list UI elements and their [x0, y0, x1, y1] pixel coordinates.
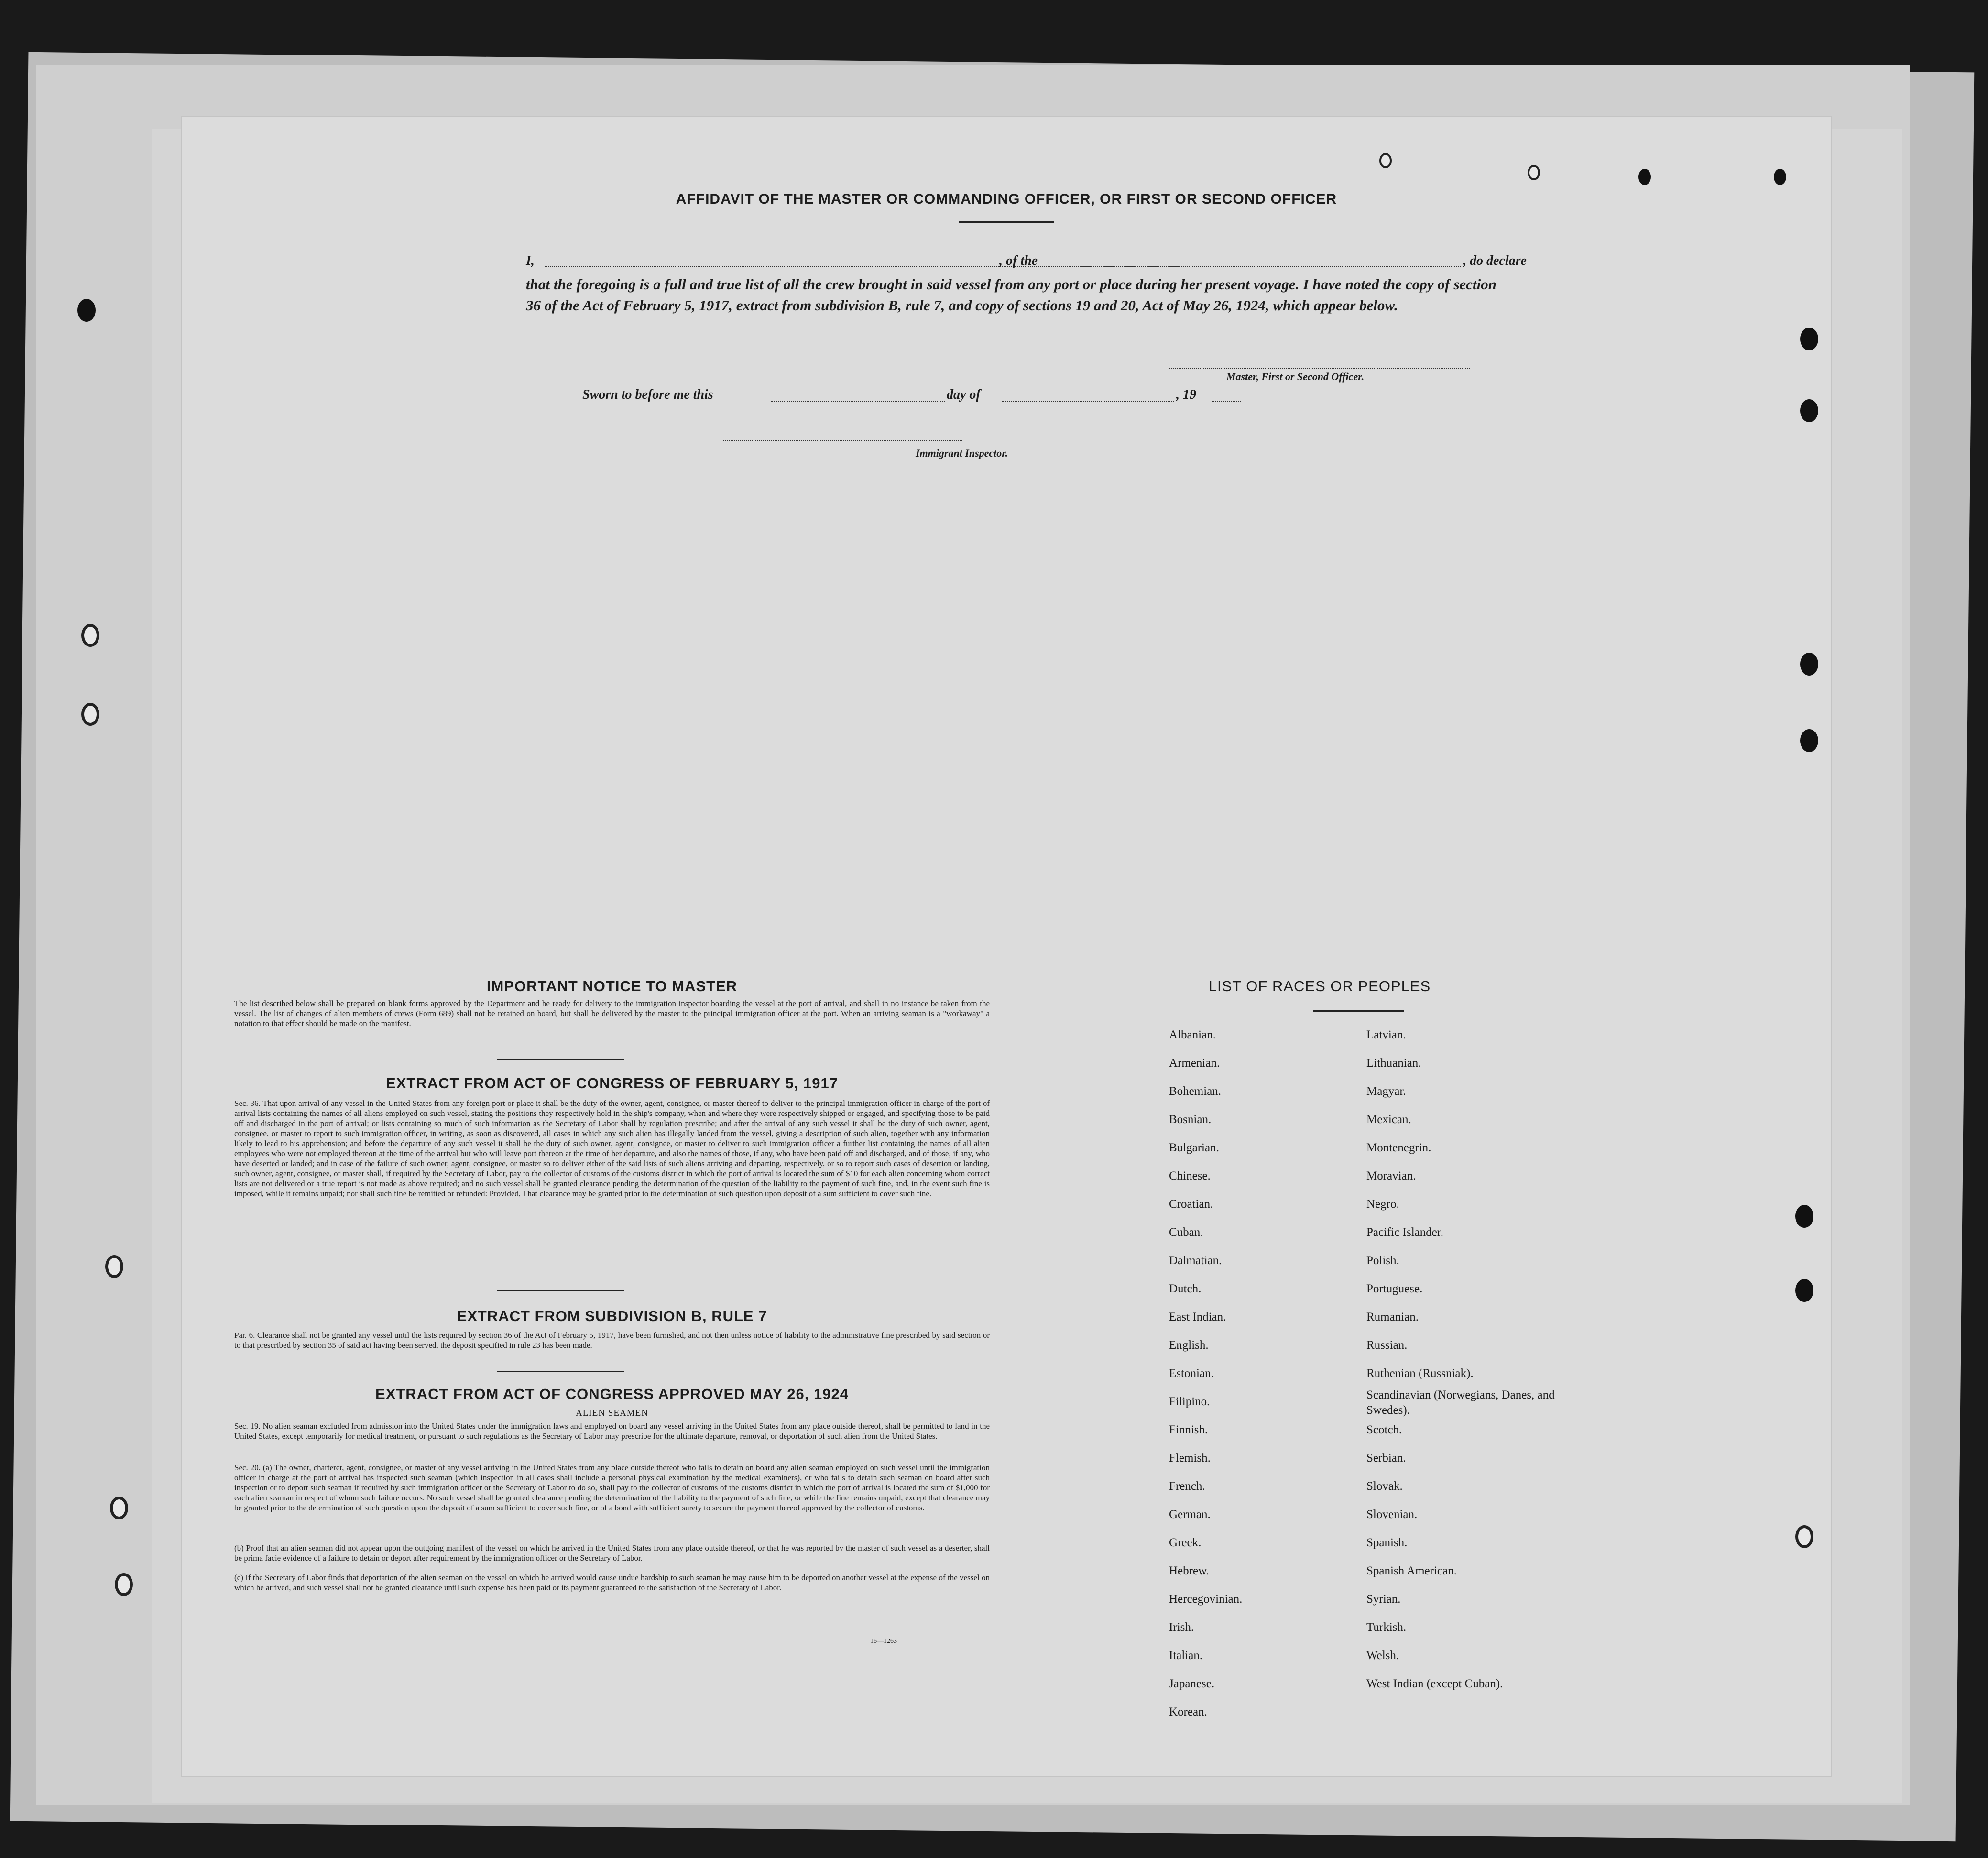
- race-item: Turkish.: [1366, 1621, 1407, 1634]
- race-item: Syrian.: [1366, 1593, 1401, 1606]
- race-item: Slovenian.: [1366, 1508, 1418, 1521]
- extract-rule7-title: EXTRACT FROM SUBDIVISION B, RULE 7: [457, 1308, 767, 1324]
- race-item: Hebrew.: [1169, 1564, 1209, 1577]
- section-divider: [497, 1371, 624, 1372]
- section-divider: [497, 1059, 624, 1060]
- declare-suffix: , do declare: [1463, 253, 1527, 268]
- extract-1924-subtitle: ALIEN SEAMEN: [576, 1408, 648, 1418]
- extract-rule7-text: Par. 6. Clearance shall not be granted any vessel until the lists required by section 36 of the Act of February 5, 1917, have been furnished, and not then unless notice of liability to the administrative fine prescribed by said section or to that prescribed by section 35 of said act having been served, the deposit specified in rule 23 has been made.: [234, 1331, 990, 1350]
- extract-1917-text: Sec. 36. That upon arrival of any vessel in the United States from any foreign port or place it shall be the duty of the owner, agent, consignee, or master thereof to deliver to the principal immigration officer in charge of the port of arrival lists containing the names of all aliens employed on such vessel, stating the positions they respectively hold in the ship's company, when and where they were respectively shipped or engaged, and specifying those to be paid off and discharged in the port of arrival; or lists containing so much of such information as the Secretary of Labor shall by regulation prescribe; and after the arrival of any such vessel it shall be the duty of such owner, agent, consignee, or master to report to such immigration officer, in writing, as soon as discovered, all cases in which any such alien has illegally landed from the vessel, giving a description of such alien, together with any information likely to lead to his apprehension; and before the departure of any such vessel it shall be the duty of such owner, agent, consignee, or master to deliver to such immigration officer a further list containing the names of all alien employees who were not employed thereon at the time of the arrival but who will leave port thereon at the time of her departure, and also the names of those, if any, who have been paid off and discharged, and of those, if any, who have deserted or landed; and in case of the failure of such owner, agent, consignee, or master so to deliver either of the said lists of such aliens arriving and departing, respectively, or so to report such cases of desertion or landing, such owner, agent, consignee, or master shall, if required by the Secretary of Labor, pay to the collector of customs of the customs district in which the port of arrival is located the sum of $10 for each alien concerning whom correct lists are not delivered or a true report is not made as above required; and no such vessel shall be granted clearance pending the determination of the question of the liability to the payment of such fine, and, in the event such fine is imposed, while it remains unpaid; nor shall such fine be remitted or refunded: Provided, That clearance may be granted prior to the determination of such question upon deposit of a sum sufficient to cover such fine.: [234, 1099, 990, 1198]
- sworn-prefix: Sworn to before me this: [582, 387, 713, 402]
- punch-hole-icon: [1800, 653, 1818, 676]
- race-item: Cuban.: [1169, 1226, 1203, 1239]
- race-item: Italian.: [1169, 1649, 1203, 1662]
- race-item: Albanian.: [1169, 1028, 1216, 1041]
- race-item: Spanish American.: [1366, 1564, 1457, 1577]
- race-item: Flemish.: [1169, 1452, 1211, 1465]
- race-item: Bosnian.: [1169, 1113, 1212, 1126]
- race-item: Japanese.: [1169, 1677, 1215, 1690]
- race-item: Estonian.: [1169, 1367, 1214, 1380]
- race-item: Bohemian.: [1169, 1085, 1222, 1098]
- affidavit-statement: that the foregoing is a full and true list of all the crew brought in said vessel from any port or place during her present voyage. I have noted the copy of section 36 of the Act of February 5, 1917, extract from subdivision B, rule 7, and copy of sections 19 and 20, Act of May 26, 1924, which appear below.: [526, 276, 1496, 314]
- race-item: English.: [1169, 1339, 1209, 1352]
- race-item: Scandinavian (Norwegians, Danes, and Swedes).: [1366, 1388, 1555, 1417]
- race-item: Lithuanian.: [1366, 1057, 1421, 1070]
- punch-hole-icon: [1800, 729, 1818, 752]
- sec20a-text: Sec. 20. (a) The owner, charterer, agent, consignee, or master of any vessel arriving in the United States from any place outside thereof who fails to detain on board any alien seaman employed on such vessel until the immigration officer in charge at the port of arrival has inspected such seaman (which inspection in all cases shall include a personal physical examination by the medical examiners), or who fails to detain such seaman on board after such inspection or to deport such seaman if required by such immigration officer or the Secretary of Labor to do so, shall pay to the collector of customs of the customs district in which the port of arrival is located the sum of $1,000 for each alien seaman in respect of whom such failure occurs. No such vessel shall be granted clearance pending the determination of the liability to the payment of such fine, or while the fine remains unpaid, except that clearance may be granted prior to the determination of such question upon the deposit of a sum sufficient to cover such fine, or of a bond with sufficient surety to secure the payment thereof approved by the collector of customs.: [234, 1463, 990, 1512]
- binder-hole-icon: [81, 703, 99, 726]
- section-divider: [497, 1290, 624, 1291]
- affidavit-title: AFFIDAVIT OF THE MASTER OR COMMANDING OFFICER, OR FIRST OR SECOND OFFICER: [676, 191, 1337, 207]
- binder-hole-icon: [81, 624, 99, 647]
- race-item: Slovak.: [1366, 1480, 1403, 1493]
- extract-1917-title: EXTRACT FROM ACT OF CONGRESS OF FEBRUARY 5, 1917: [386, 1075, 838, 1092]
- punch-hole-icon: [1528, 165, 1540, 180]
- race-item: Ruthenian (Russniak).: [1366, 1367, 1474, 1380]
- punch-hole-icon: [1795, 1279, 1813, 1302]
- races-title: LIST OF RACES OR PEOPLES: [1208, 978, 1431, 995]
- notice-title: IMPORTANT NOTICE TO MASTER: [486, 978, 738, 995]
- race-item: Magyar.: [1366, 1085, 1406, 1098]
- race-item: Croatian.: [1169, 1198, 1213, 1211]
- binder-hole-icon: [110, 1497, 128, 1519]
- punch-hole-icon: [1795, 1205, 1813, 1228]
- race-item: Moravian.: [1366, 1169, 1416, 1182]
- inspector-signature-label: Immigrant Inspector.: [916, 447, 1008, 459]
- binder-hole-icon: [77, 299, 96, 322]
- form-number: 16—1263: [870, 1638, 897, 1645]
- notice-text: The list described below shall be prepared on blank forms approved by the Department and be ready for delivery to the immigration inspector boarding the vessel at the port of arrival, and shall in no instance be taken from the vessel. The list of changes of alien members of crews (Form 689) shall not be retained on board, but shall be delivered by the master to the principal immigration officer at the port. When an arriving seaman is a "workaway" a notation to that effect should be made on the manifest.: [234, 999, 990, 1028]
- punch-hole-icon: [1638, 169, 1651, 185]
- sec19-text: Sec. 19. No alien seaman excluded from admission into the United States under the immigration laws and employed on board any vessel arriving in the United States from any place outside thereof, shall be permitted to land in the United States, except temporarily for medical treatment, or pursuant to such regulations as the Secretary of Labor may prescribe for the ultimate departure, removal, or deportation of such alien from the United States.: [234, 1421, 990, 1441]
- declarant-prefix: I,: [526, 253, 535, 268]
- vessel-prefix: , of the: [999, 253, 1038, 268]
- race-item: Dalmatian.: [1169, 1254, 1222, 1267]
- sec20c-text: (c) If the Secretary of Labor finds that deportation of the alien seaman on the vessel on which he arrived would cause undue hardship to such seaman he may cause him to be deported on another vessel at the expense of the vessel on which he arrived, and such vessel shall not be granted clearance until such expense has been paid or its payment guaranteed to the satisfaction of the Secretary of Labor.: [234, 1573, 990, 1592]
- race-item: Chinese.: [1169, 1169, 1211, 1182]
- race-item: French.: [1169, 1480, 1205, 1493]
- sworn-day-of: day of: [947, 387, 981, 402]
- punch-hole-icon: [1800, 328, 1818, 350]
- race-item: Latvian.: [1366, 1028, 1406, 1041]
- sec20b-text: (b) Proof that an alien seaman did not appear upon the outgoing manifest of the vessel on which he arrived in the United States from any place outside thereof, or that he was reported by the master of such vessel as a deserter, shall be prima facie evidence of a failure to detain or deport after requirement by the immigration officer or the Secretary of Labor.: [234, 1543, 990, 1563]
- title-divider: [959, 221, 1054, 223]
- race-item: Montenegrin.: [1366, 1141, 1431, 1154]
- sworn-year-prefix: , 19: [1176, 387, 1196, 402]
- binder-hole-icon: [105, 1255, 123, 1278]
- sworn-month-blank[interactable]: [1002, 401, 1174, 402]
- inspector-signature-line[interactable]: [723, 440, 962, 441]
- race-item: Pacific Islander.: [1366, 1226, 1444, 1239]
- race-item: Mexican.: [1366, 1113, 1411, 1126]
- race-item: Bulgarian.: [1169, 1141, 1219, 1154]
- race-item: Polish.: [1366, 1254, 1399, 1267]
- race-item: Spanish.: [1366, 1536, 1408, 1549]
- race-item: East Indian.: [1169, 1311, 1226, 1323]
- master-signature-line[interactable]: [1169, 368, 1470, 369]
- race-item: Portuguese.: [1366, 1282, 1423, 1295]
- race-item: Filipino.: [1169, 1395, 1210, 1408]
- races-title-divider: [1313, 1010, 1404, 1012]
- race-item: West Indian (except Cuban).: [1366, 1677, 1503, 1690]
- race-item: Korean.: [1169, 1705, 1207, 1718]
- race-item: Welsh.: [1366, 1649, 1399, 1662]
- race-item: Scotch.: [1366, 1423, 1402, 1436]
- race-item: Rumanian.: [1366, 1311, 1419, 1323]
- extract-1924-title: EXTRACT FROM ACT OF CONGRESS APPROVED MAY 26, 1924: [375, 1386, 849, 1402]
- punch-hole-icon: [1774, 169, 1786, 185]
- sworn-day-blank[interactable]: [771, 401, 945, 402]
- races-right-column: [1366, 1021, 1567, 1698]
- race-item: Irish.: [1169, 1621, 1194, 1634]
- binder-hole-icon: [115, 1573, 133, 1596]
- race-item: Hercegovinian.: [1169, 1593, 1243, 1606]
- race-item: Russian.: [1366, 1339, 1408, 1352]
- affidavit-form-page: [182, 117, 1831, 1776]
- race-item: Negro.: [1366, 1198, 1399, 1211]
- race-item: Dutch.: [1169, 1282, 1202, 1295]
- punch-hole-icon: [1800, 399, 1818, 422]
- race-item: Greek.: [1169, 1536, 1202, 1549]
- race-item: Armenian.: [1169, 1057, 1220, 1070]
- race-item: Serbian.: [1366, 1452, 1406, 1465]
- punch-hole-icon: [1379, 153, 1392, 168]
- sworn-year-blank[interactable]: [1212, 401, 1241, 402]
- race-item: German.: [1169, 1508, 1211, 1521]
- punch-hole-icon: [1795, 1525, 1813, 1548]
- vessel-name-blank[interactable]: [1078, 266, 1461, 267]
- race-item: Finnish.: [1169, 1423, 1208, 1436]
- master-signature-label: Master, First or Second Officer.: [1226, 371, 1365, 383]
- races-left-column: [1169, 1021, 1360, 1726]
